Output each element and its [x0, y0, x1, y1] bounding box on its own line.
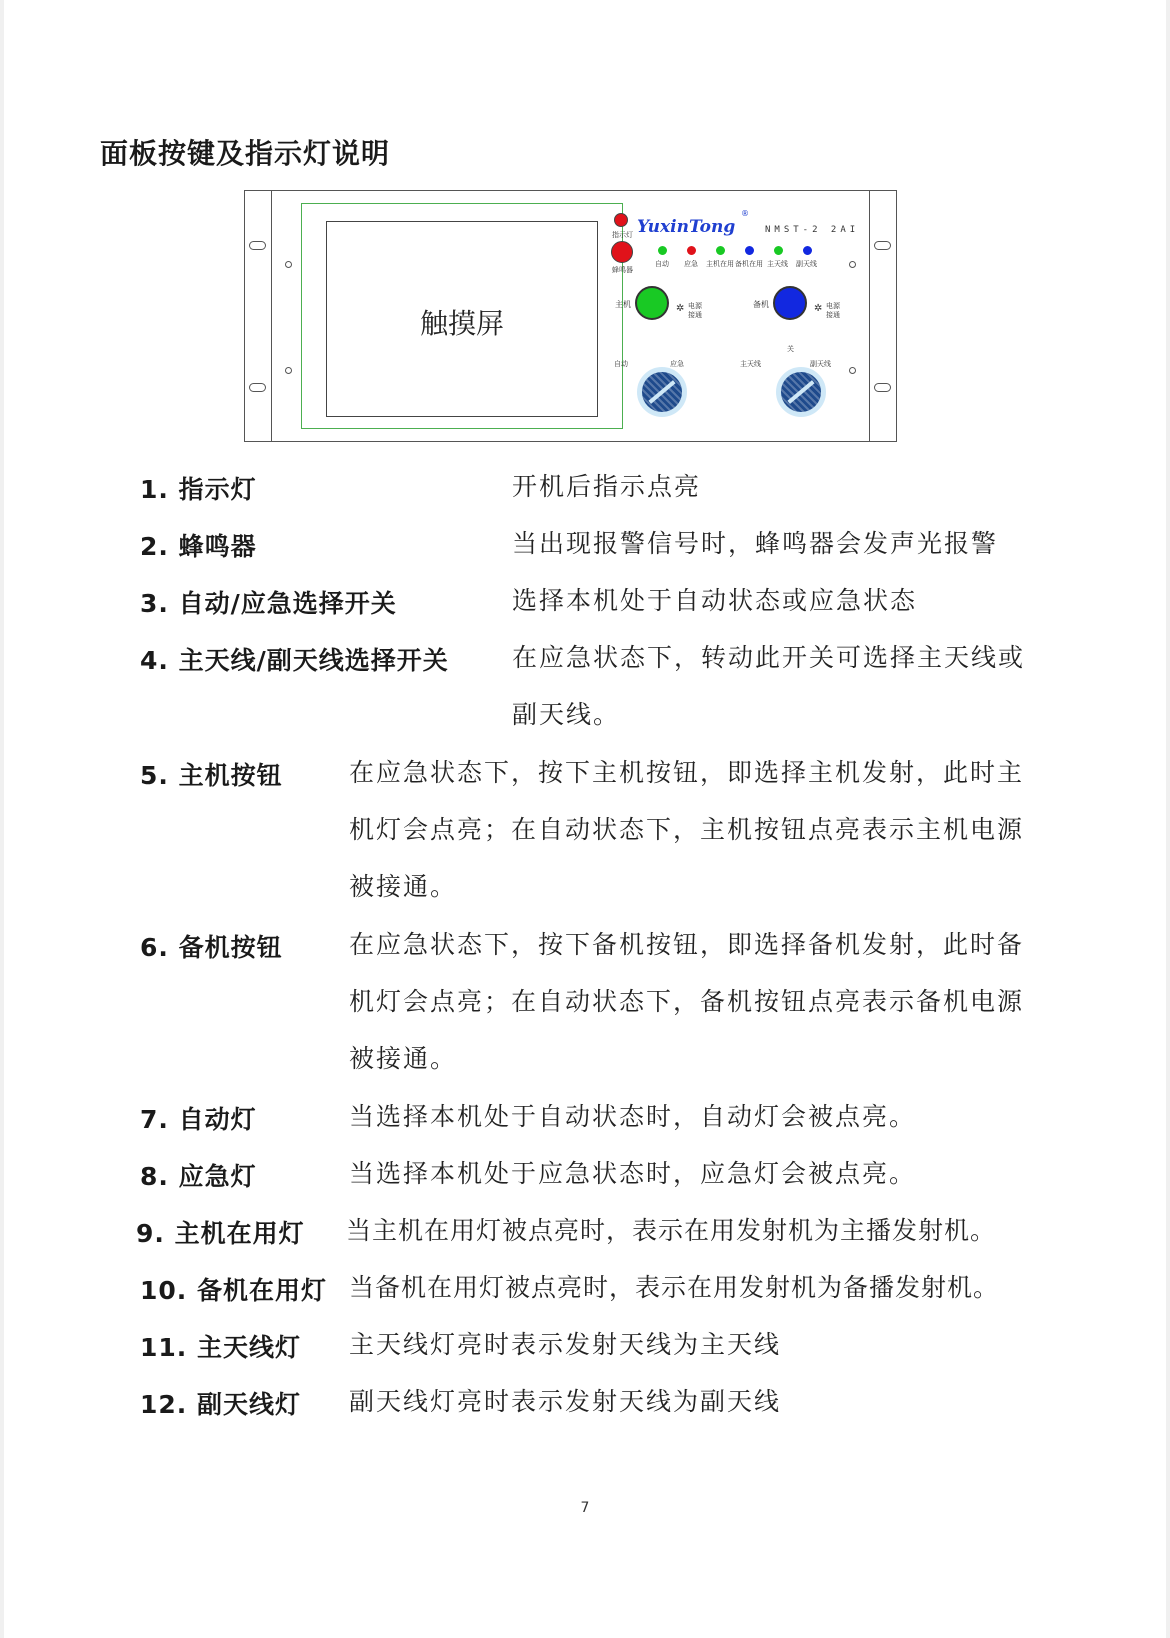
auto-emergency-selector-switch	[637, 367, 687, 417]
registered-mark: ®	[741, 209, 749, 218]
power-on-label-1: 电源	[688, 302, 702, 310]
screw-icon	[849, 261, 856, 268]
main-in-use-led	[716, 246, 725, 255]
page-edge-right	[1166, 0, 1170, 1638]
rack-ear-left	[244, 190, 272, 442]
item-description: 当主机在用灯被点亮时，表示在用发射机为主播发射机。	[346, 1216, 997, 1245]
main-antenna-led-label: 主天线	[767, 260, 788, 268]
auto-led	[658, 246, 667, 255]
main-button	[635, 286, 669, 320]
item-title: 10. 备机在用灯	[140, 1276, 327, 1305]
off-label: 关	[787, 345, 794, 353]
rack-ear-right	[869, 190, 897, 442]
page-number: 7	[580, 1500, 590, 1516]
item-description: 当选择本机处于自动状态时，自动灯会被点亮。	[349, 1102, 917, 1131]
page-edge-left	[0, 0, 4, 1638]
item-title: 8. 应急灯	[140, 1162, 257, 1191]
mount-slot	[874, 383, 891, 392]
device-front-panel	[244, 190, 896, 442]
power-on-label-2: 接通	[688, 311, 702, 319]
backup-button	[773, 286, 807, 320]
sub-antenna-led	[803, 246, 812, 255]
model-number: NMST-2 2AI	[765, 225, 860, 235]
item-description: 主天线灯亮时表示发射天线为主天线	[349, 1330, 782, 1359]
main-in-use-label: 主机在用	[706, 260, 734, 268]
buzzer	[611, 241, 633, 263]
touchscreen	[326, 221, 598, 417]
item-title: 1. 指示灯	[140, 475, 257, 504]
auto-switch-label: 自动	[614, 360, 628, 368]
antenna-selector-switch	[776, 367, 826, 417]
touchscreen-label: 触摸屏	[419, 307, 504, 340]
item-title: 5. 主机按钮	[140, 761, 283, 790]
main-antenna-led	[774, 246, 783, 255]
backup-in-use-label: 备机在用	[735, 260, 763, 268]
indicator-lamp-label: 指示灯	[612, 231, 633, 239]
item-title: 4. 主天线/副天线选择开关	[140, 646, 449, 675]
item-title: 7. 自动灯	[140, 1105, 257, 1134]
mount-slot	[874, 241, 891, 250]
buzzer-label: 蜂鸣器	[612, 266, 633, 274]
backup-button-label: 备机	[753, 300, 769, 309]
item-title: 12. 副天线灯	[140, 1390, 301, 1419]
item-description: 当选择本机处于应急状态时，应急灯会被点亮。	[349, 1159, 917, 1188]
item-title: 3. 自动/应急选择开关	[140, 589, 397, 618]
power-on-label-1: 电源	[826, 302, 840, 310]
item-title: 2. 蜂鸣器	[140, 532, 257, 561]
screw-icon	[849, 367, 856, 374]
power-on-label-2: 接通	[826, 311, 840, 319]
item-title: 6. 备机按钮	[140, 933, 283, 962]
power-sun-icon: ✲	[676, 303, 685, 314]
item-description: 开机后指示点亮	[512, 472, 702, 501]
emergency-led-label: 应急	[684, 260, 698, 268]
sub-antenna-switch-label: 副天线	[810, 360, 831, 368]
screw-icon	[285, 367, 292, 374]
item-title: 9. 主机在用灯	[136, 1219, 305, 1248]
sub-antenna-led-label: 副天线	[796, 260, 817, 268]
mount-slot	[249, 383, 266, 392]
screw-icon	[285, 261, 292, 268]
emergency-led	[687, 246, 696, 255]
item-description: 在应急状态下，按下主机按钮，即选择主机发射，此时主 机灯会点亮；在自动状态下，主机按钮点亮表示主机电源 被接通。	[349, 758, 1025, 901]
item-description: 在应急状态下，转动此开关可选择主天线或 副天线。	[512, 643, 1026, 729]
main-antenna-switch-label: 主天线	[740, 360, 761, 368]
item-description: 在应急状态下，按下备机按钮，即选择备机发射，此时备 机灯会点亮；在自动状态下，备机按钮点亮表示备机电源 被接通。	[349, 930, 1025, 1073]
item-description: 选择本机处于自动状态或应急状态	[512, 586, 918, 615]
item-description: 当出现报警信号时，蜂鸣器会发声光报警	[512, 529, 999, 558]
page-heading: 面板按键及指示灯说明	[100, 137, 391, 170]
main-button-label: 主机	[615, 300, 631, 309]
auto-led-label: 自动	[655, 260, 669, 268]
backup-in-use-led	[745, 246, 754, 255]
indicator-lamp	[614, 213, 628, 227]
mount-slot	[249, 241, 266, 250]
touchscreen-bezel	[301, 203, 623, 429]
item-description: 副天线灯亮时表示发射天线为副天线	[349, 1387, 782, 1416]
power-sun-icon: ✲	[814, 303, 823, 314]
emergency-switch-label: 应急	[670, 360, 684, 368]
brand-logo: YuxinTong	[637, 217, 736, 237]
item-title: 11. 主天线灯	[140, 1333, 301, 1362]
item-description: 当备机在用灯被点亮时，表示在用发射机为备播发射机。	[349, 1273, 1000, 1302]
